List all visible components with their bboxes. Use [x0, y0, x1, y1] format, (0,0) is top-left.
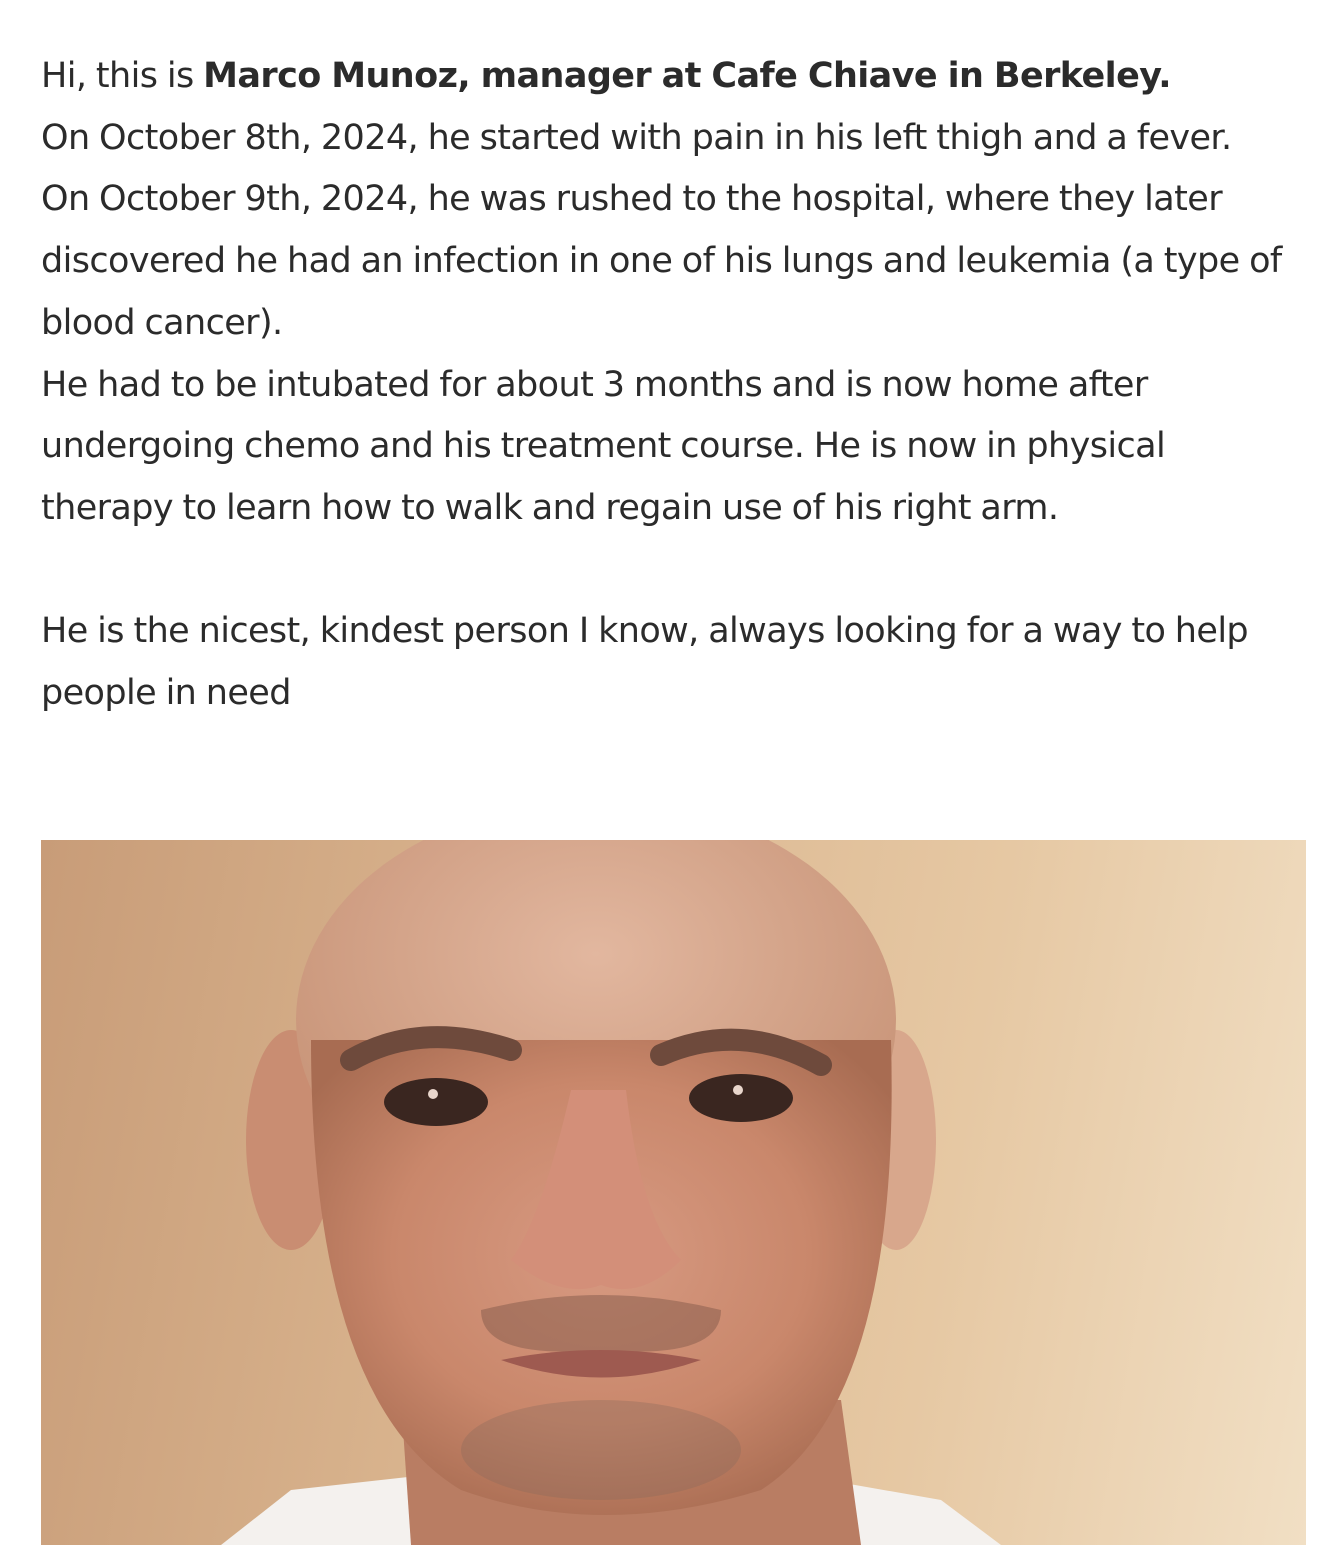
intro-name-highlight: Marco Munoz, manager at Cafe Chiave in Berkeley. — [203, 56, 1171, 96]
story-paragraph-treatment: He had to be intubated for about 3 months and is now home after undergoing chemo and his treatment course. He is now in physical therapy to learn how to walk and regain use of his right arm. — [41, 364, 1166, 528]
story-paragraph-onset: On October 8th, 2024, he started with pain in his left thigh and a fever. — [41, 117, 1232, 158]
paragraph-spacer — [41, 540, 1306, 602]
campaign-story — [41, 46, 1306, 725]
portrait-illustration — [41, 840, 1306, 1545]
intro-text: Hi, this is — [41, 56, 204, 96]
story-paragraph-hospital: On October 9th, 2024, he was rushed to the hospital, where they later discovered he had an infection in one of his lungs and leukemia (a type of blood cancer). — [41, 179, 1282, 343]
story-intro — [41, 46, 1306, 108]
story-paragraph-character: He is the nicest, kindest person I know, always looking for a way to help people in need — [41, 611, 1249, 714]
portrait-photo — [41, 840, 1306, 1545]
